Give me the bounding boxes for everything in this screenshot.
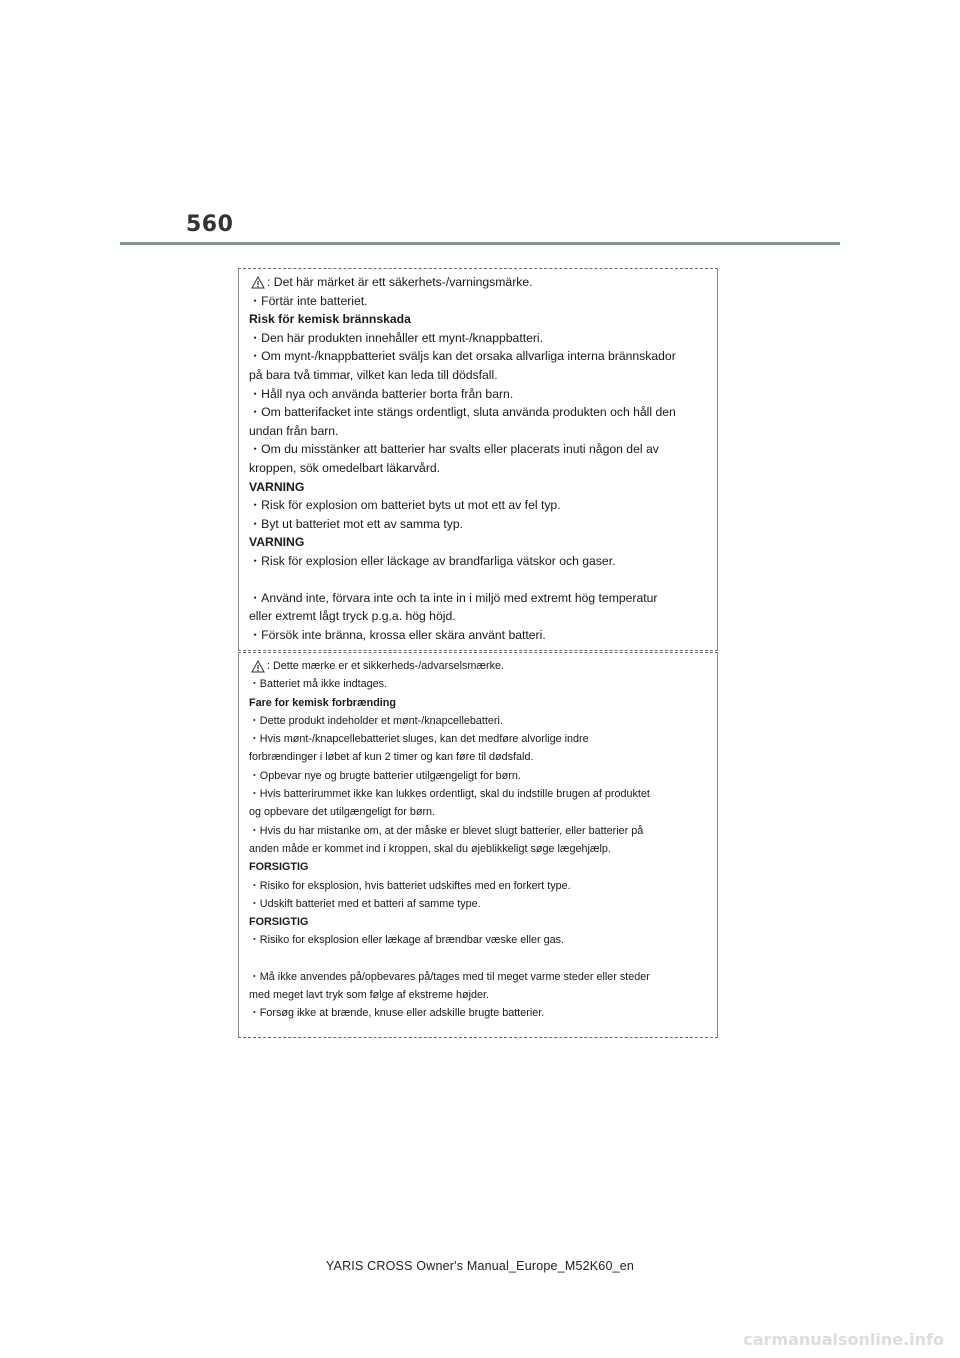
warning-text-line (249, 986, 709, 1004)
line-text: ・Risk för explosion eller läckage av brandfarliga vätskor och gaser. (249, 553, 616, 568)
warning-text-line (249, 767, 709, 785)
warning-heading (249, 478, 709, 497)
warning-text-line (249, 712, 709, 730)
line-text: : Det här märket är ett säkerhets-/varningsmärke. (267, 275, 533, 289)
line-text: ・Hvis du har mistanke om, at der måske er blevet slugt batterier, eller batterier på (249, 824, 644, 837)
warning-heading (249, 310, 709, 329)
warning-text-line (249, 730, 709, 748)
warning-text-line (249, 895, 709, 913)
page-number: 560 (186, 212, 234, 237)
warning-text-line (249, 385, 709, 404)
blank-line (249, 950, 709, 968)
line-text: eller extremt lågt tryck p.g.a. hög höjd. (249, 609, 456, 624)
line-text: VARNING (249, 479, 305, 494)
warning-text-line (249, 589, 709, 608)
warning-text-line (249, 785, 709, 803)
warning-text-line (249, 347, 709, 366)
line-text: ・Om batterifacket inte stängs ordentligt, sluta använda produkten och håll den (249, 405, 676, 420)
warning-heading (249, 533, 709, 552)
line-text: forbrændinger i løbet af kun 2 timer og kan føre til dødsfald. (249, 751, 534, 764)
line-text: Fare for kemisk forbrænding (249, 696, 396, 709)
line-text: ・Dette produkt indeholder et mønt-/knapcellebatteri. (249, 714, 503, 727)
warning-text-line (249, 803, 709, 821)
warning-text-line (249, 840, 709, 858)
line-text: ・Risk för explosion om batteriet byts ut mot ett av fel typ. (249, 498, 561, 513)
warning-text-line (249, 292, 709, 311)
warning-heading (249, 913, 709, 931)
line-text: ・Udskift batteriet med et batteri af samme type. (249, 897, 481, 910)
line-text: ・Om mynt-/knappbatteriet sväljs kan det orsaka allvarliga interna brännskador (249, 349, 676, 364)
warning-text-line (249, 748, 709, 766)
warning-text-line (249, 968, 709, 986)
header-rule (120, 242, 840, 245)
line-text: kroppen, sök omedelbart läkarvård. (249, 460, 441, 475)
warning-text-line (249, 440, 709, 459)
warning-text-line (249, 877, 709, 895)
warning-heading (249, 694, 709, 712)
footer-manual-title: YARIS CROSS Owner's Manual_Europe_M52K60_en (325, 1259, 635, 1273)
line-text: og opbevare det utilgængeligt for børn. (249, 806, 436, 819)
danish-battery-warning-box (238, 652, 718, 1038)
line-text: undan från barn. (249, 423, 339, 438)
blank-line (249, 571, 709, 589)
warning-symbol-line (249, 657, 709, 675)
warning-text-line (249, 607, 709, 626)
line-text: ・Risiko for eksplosion, hvis batteriet udskiftes med en forkert type. (249, 879, 571, 892)
line-text: ・Må ikke anvendes på/opbevares på/tages med til meget varme steder eller steder (249, 970, 650, 983)
warning-text-line (249, 552, 709, 571)
warning-triangle-icon (251, 276, 265, 289)
line-text: FORSIGTIG (249, 916, 309, 929)
line-text: ・Hvis batterirummet ikke kan lukkes ordentligt, skal du indstille brugen af produktet (249, 788, 650, 801)
line-text: ・Forsøg ikke at brænde, knuse eller adskille brugte batterier. (249, 1007, 545, 1020)
line-text: ・Opbevar nye og brugte batterier utilgængeligt for børn. (249, 769, 521, 782)
watermark: carmanualsonline.info (743, 1330, 944, 1349)
line-text: ・Försök inte bränna, krossa eller skära använt batteri. (249, 627, 546, 642)
line-text: VARNING (249, 535, 305, 550)
warning-text-line (249, 403, 709, 422)
warning-text-line (249, 329, 709, 348)
line-text: ・Håll nya och använda batterier borta från barn. (249, 386, 514, 401)
warning-text-line (249, 675, 709, 693)
line-text: anden måde er kommet ind i kroppen, skal du øjeblikkeligt søge lægehjælp. (249, 842, 611, 855)
warning-text-line (249, 515, 709, 534)
warning-text-line (249, 459, 709, 478)
line-text: ・Förtär inte batteriet. (249, 293, 368, 308)
line-text: på bara två timmar, vilket kan leda till dödsfall. (249, 367, 498, 382)
line-text: ・Hvis mønt-/knapcellebatteriet sluges, kan det medføre alvorlige indre (249, 733, 589, 746)
line-text: ・Använd inte, förvara inte och ta inte in i miljö med extremt hög temperatur (249, 590, 658, 605)
warning-text-line (249, 1004, 709, 1022)
warning-triangle-icon (251, 660, 265, 673)
warning-heading (249, 858, 709, 876)
warning-text-line (249, 931, 709, 949)
warning-text-line (249, 366, 709, 385)
line-text: Risk för kemisk brännskada (249, 312, 411, 327)
warning-text-line (249, 422, 709, 441)
warning-text-line (249, 822, 709, 840)
line-text: med meget lavt tryk som følge af ekstreme højder. (249, 989, 490, 1002)
swedish-battery-warning-box (238, 268, 718, 651)
line-text: ・Risiko for eksplosion eller lækage af brændbar væske eller gas. (249, 934, 565, 947)
line-text: ・Om du misstänker att batterier har svalts eller placerats inuti någon del av (249, 442, 659, 457)
warning-text-line (249, 496, 709, 515)
line-text: ・Batteriet må ikke indtages. (249, 678, 388, 691)
line-text: : Dette mærke er et sikkerheds-/advarselsmærke. (267, 660, 505, 672)
line-text: ・Den här produkten innehåller ett mynt-/knappbatteri. (249, 330, 544, 345)
line-text: ・Byt ut batteriet mot ett av samma typ. (249, 516, 464, 531)
warning-symbol-line (249, 273, 709, 292)
line-text: FORSIGTIG (249, 861, 309, 874)
warning-text-line (249, 626, 709, 645)
